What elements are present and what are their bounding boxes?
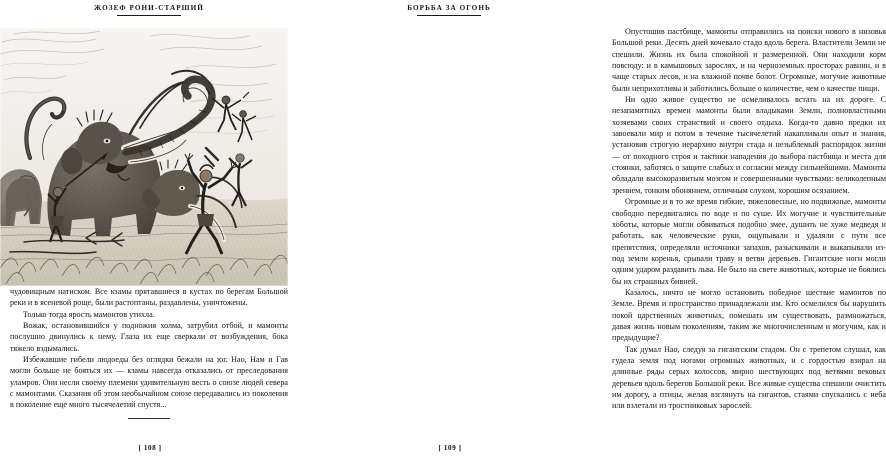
left-page-body	[10, 286, 288, 419]
right-folio: [ 109 ]	[438, 443, 462, 452]
right-page-body	[612, 26, 886, 412]
page-gutter	[299, 0, 300, 458]
left-page	[0, 0, 300, 458]
right-running-head: БОРЬБА ЗА ОГОНЬ	[407, 4, 491, 12]
paragraph: Только тогда ярость мамонтов утихла.	[23, 309, 155, 319]
paragraph: чудовищным натиском. Все кзамы прятавшиеся в кустах по берегам Большой реки и в ясеневой роще, были растоптаны, раздавлены, уничтожены.	[10, 287, 288, 308]
running-head-rule	[417, 15, 481, 16]
paragraph: Ни одно живое существо не осмеливалось встать на их дороге. С незапамятных времен мамонты были владыками Земли, полновластными хозяевами своих странствий и своего отдыха. Когда-то давно предки их завоевали мир и потом в течение тысячелетий накапливали опыт и знания, установив строгую иерархию внутри стада и незыблемый распорядок жизни — от походного строя и тактики нападения до выбора пастбища и места для стоянки, заботясь о защите слабых и согласии между сильнейшими. Мамонты обладали высокоразвитым мозгом и совершенными чувствами: великолепным зрением, тонким обонянием, отличным слухом, хорошим осязанием.	[612, 95, 886, 195]
mammoth-illustration-artwork	[0, 28, 288, 286]
section-end-rule	[128, 418, 170, 419]
paragraph: Избежавшие гибели людоеды без оглядки бежали на юг. Нао, Нам и Гав могли больше не бояться их — кзамы навсегда отказались от преследования уламров. Они несли своему племени удивительную весть о союзе людей севера с мамонтами. Сказания об этом необычайном союзе передавались из поколения в поколение еще много тысячелетий спустя...	[10, 355, 288, 410]
paragraph: Казалось, ничто не могло остановить победное шествие мамонтов по Земле. Время и пространство принадлежали им. Кто осмелился бы нарушить покой царственных животных, помешать им существовать, размножаться, давая жизнь новым поколениям, таким же многочисленным и могучим, как и предыдущие?	[612, 287, 886, 343]
paragraph: Опустошив пастбище, мамонты отправились на поиски нового в низовья Большой реки. Десять дней кочевало стадо вдоль берега. Властители Земли не спешили. Жизнь их была спокойной и размеренной. Они находили корм повсюду: и в камышовых зарослях, и на черноземных просторах равнин, и в чаще старых лесов, и на влажной почве болот. Огромные, могучие животные были неприхотливы и заботились больше о количестве, чем о качестве пищи.	[612, 27, 886, 93]
left-folio: [ 108 ]	[138, 443, 162, 452]
paragraph: Так думал Нао, следуя за гигантским стадом. Он с трепетом слушал, как гудела земля под ногами огромных животных, и с гордостью взирал на длинные ряды серых колоссов, мирно шествующих под ветвями вековых деревьев вдоль берегов Большой реки. Все живые существа спешили очистить им дорогу, а птицы, желая взглянуть на гигантов, стаями спускались с неба или взлетали из тростниковых зарослей.	[612, 344, 886, 411]
mammoth-illustration	[0, 28, 288, 286]
running-head-rule	[117, 15, 181, 16]
paragraph: Огромные и в то же время гибкие, тяжеловесные, но подвижные, мамонты свободно передвигались по воде и по суше. Их могучие и чувствительные хоботы, которые могли обвиваться подобно змее, душить не хуже медведя и работать, как человеческие руки, ощупывали и удаляли с пути все препятствия, определяли источники запахов, разыскивали и выкапывали из-под земли коренья, срывали траву и ветви деревьев. Гигантские ноги могли одним ударом раздавить льва. Не было на свете животных, которые не боялись бы их страшных бивней.	[612, 197, 886, 286]
left-running-head: ЖОЗЕФ РОНИ-СТАРШИЙ	[94, 4, 204, 12]
right-page	[300, 0, 886, 458]
paragraph: Вожак, остановившийся у подножия холма, затрубил отбой, и мамонты послушно двинулись к нему. Глаза их еще сверкали от возбуждения, бока тяжело вздымались.	[10, 321, 288, 353]
